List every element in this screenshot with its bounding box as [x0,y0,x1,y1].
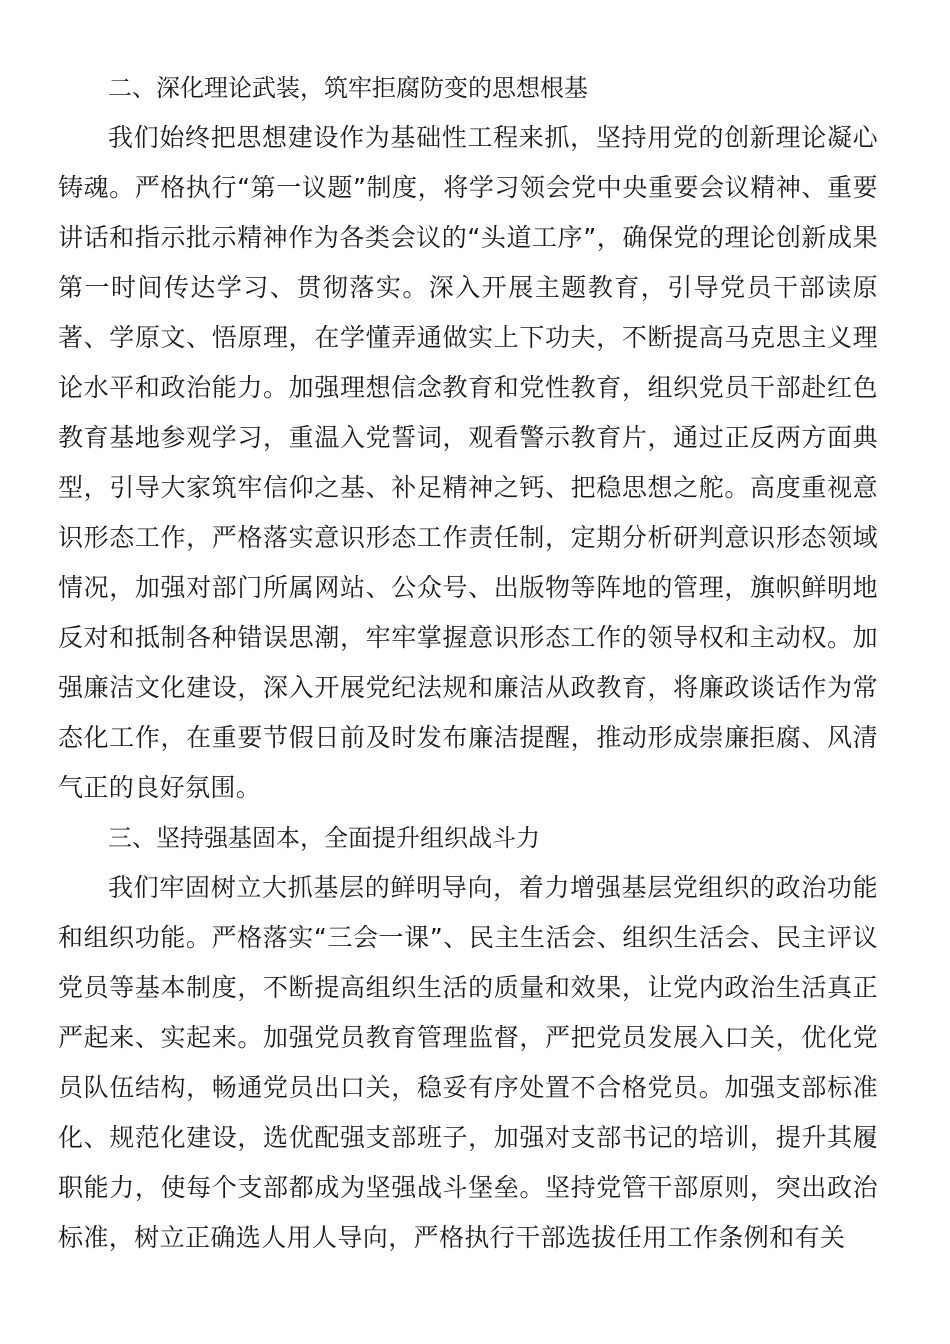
section-heading-2: 二、深化理论武装，筑牢拒腐防变的思想根基 [108,74,588,102]
document-page [58,63,878,1263]
section-heading-3: 三、坚持强基固本，全面提升组织战斗力 [108,824,540,852]
section-body-3: 我们牢固树立大抓基层的鲜明导向，着力增强基层党组织的政治功能和组织功能。严格落实“三会一课”、民主生活会、组织生活会、民主评议党员等基本制度，不断提高组织生活的质量和效果，让党内政治生活真正严起来、实起来。加强党员教育管理监督，严把党员发展入口关，优化党员队伍结构，畅通党员出口关，稳妥有序处置不合格党员。加强支部标准化、规范化建设，选优配强支部班子，加强对支部书记的培训，提升其履职能力，使每个支部都成为坚强战斗堡垒。坚持党管干部原则，突出政治标准，树立正确选人用人导向，严格执行干部选拔任用工作条例和有关 [58,873,878,1252]
section-body-2: 我们始终把思想建设作为基础性工程来抓，坚持用党的创新理论凝心铸魂。严格执行“第一议题”制度，将学习领会党中央重要会议精神、重要讲话和指示批示精神作为各类会议的“头道工序”，确保党的理论创新成果第一时间传达学习、贯彻落实。深入开展主题教育，引导党员干部读原著、学原文、悟原理，在学懂弄通做实上下功夫，不断提高马克思主义理论水平和政治能力。加强理想信念教育和党性教育，组织党员干部赴红色教育基地参观学习，重温入党誓词，观看警示教育片，通过正反两方面典型，引导大家筑牢信仰之基、补足精神之钙、把稳思想之舵。高度重视意识形态工作，严格落实意识形态工作责任制，定期分析研判意识形态领域情况，加强对部门所属网站、公众号、出版物等阵地的管理，旗帜鲜明地反对和抵制各种错误思潮，牢牢掌握意识形态工作的领导权和主动权。加强廉洁文化建设，深入开展党纪法规和廉洁从政教育，将廉政谈话作为常态化工作，在重要节假日前及时发布廉洁提醒，推动形成崇廉拒腐、风清气正的良好氛围。 [58,123,878,802]
